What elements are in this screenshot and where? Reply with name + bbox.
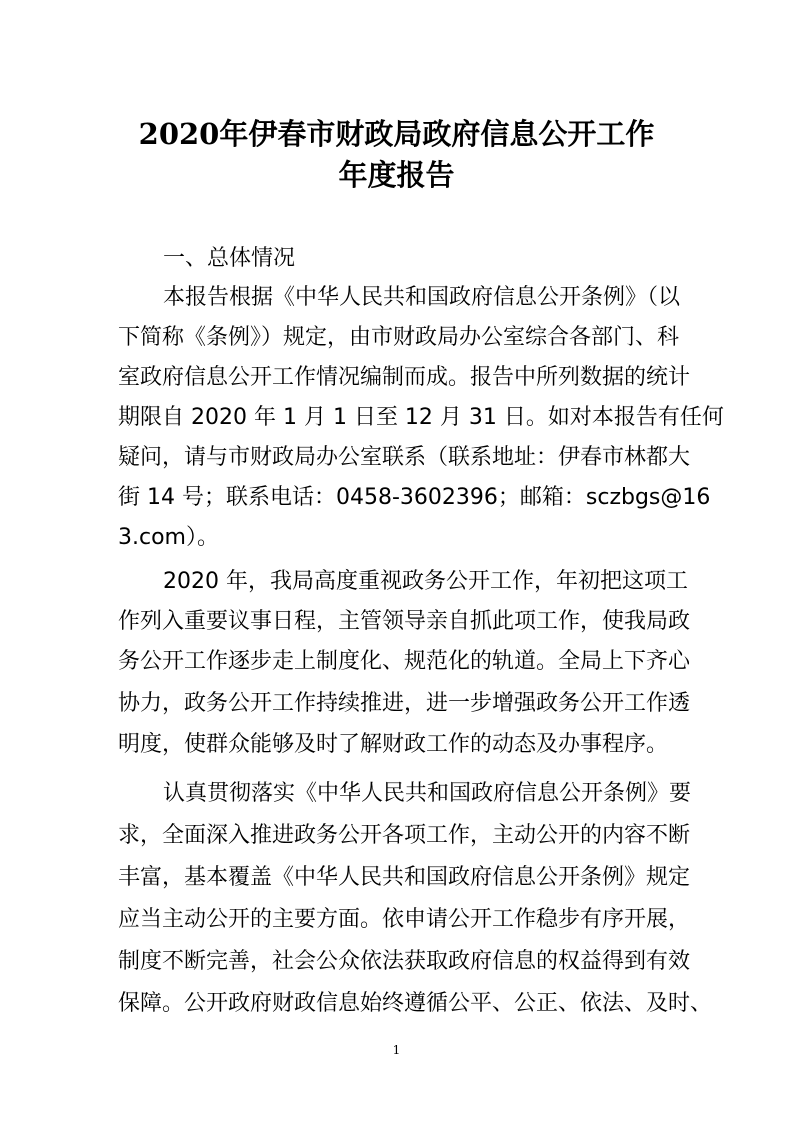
paragraph-line: 下简称《条例》）规定，由市财政局办公室综合各部门、科 [118,325,680,350]
paragraph-line: 室政府信息公开工作情况编制而成。报告中所列数据的统计 [118,365,691,390]
paragraph-line: 应当主动公开的主要方面。依申请公开工作稳步有序开展， [118,907,691,932]
paragraph-line: 疑问，请与市财政局办公室联系（联系地址：伊春市林都大 [118,445,691,470]
document-title-line-1: 2020年伊春市财政局政府信息公开工作 [138,117,655,151]
paragraph-line: 认真贯彻落实《中华人民共和国政府信息公开条例》要 [163,781,692,806]
paragraph-line: 3.com）。 [118,525,219,550]
paragraph-line: 本报告根据《中华人民共和国政府信息公开条例》（以 [163,285,681,310]
page-number: 1 [392,1043,401,1057]
paragraph-line: 作列入重要议事日程，主管领导亲自抓此项工作，使我局政 [118,609,691,634]
section-heading: 一、总体情况 [163,246,296,271]
document-title-line-2: 年度报告 [338,158,455,192]
paragraph-line: 丰富，基本覆盖《中华人民共和国政府信息公开条例》规定 [118,865,691,890]
paragraph-line: 协力，政务公开工作持续推进，进一步增强政务公开工作透 [118,691,691,716]
paragraph-line: 制度不断完善，社会公众依法获取政府信息的权益得到有效 [118,949,691,974]
paragraph-line: 2020 年，我局高度重视政务公开工作，年初把这项工 [163,569,688,594]
paragraph-line: 明度，使群众能够及时了解财政工作的动态及办事程序。 [118,732,669,757]
paragraph-line: 街 14 号；联系电话：0458-3602396；邮箱：sczbgs@16 [118,485,711,510]
paragraph-line: 期限自 2020 年 1 月 1 日至 12 月 31 日。如对本报告有任何 [118,405,724,430]
paragraph-line: 求，全面深入推进政务公开各项工作，主动公开的内容不断 [118,823,691,848]
paragraph-line: 务公开工作逐步走上制度化、规范化的轨道。全局上下齐心 [118,649,691,674]
paragraph-line: 保障。公开政府财政信息始终遵循公平、公正、依法、及时、 [118,991,713,1016]
